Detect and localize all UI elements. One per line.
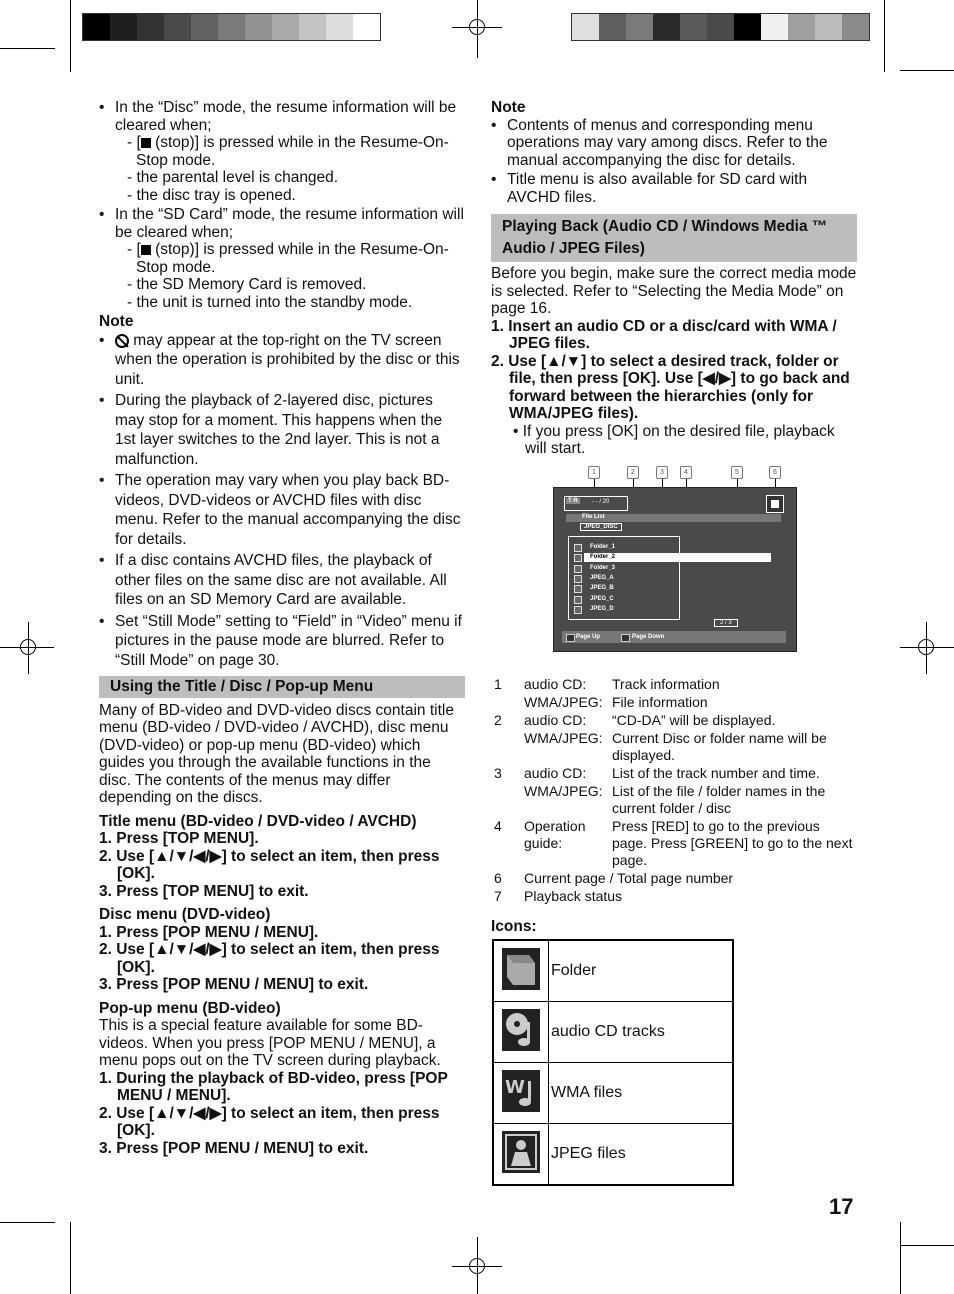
caption-cell: 7 [494, 888, 502, 904]
step: 3. Press [TOP MENU] to exit. [99, 882, 309, 900]
list-item: Folder_3 [590, 564, 616, 571]
caption-cell: WMA/JPEG: [524, 730, 603, 746]
table-row [491, 888, 855, 906]
stop-icon [141, 245, 151, 255]
caption-cell: Operation guide: [524, 818, 586, 851]
registration-circle [918, 639, 934, 655]
crop-mark [884, 0, 885, 72]
folder-icon [574, 554, 582, 562]
jpeg-file-icon [574, 596, 582, 604]
color-patch [599, 14, 626, 40]
table-row [491, 712, 855, 730]
color-patch [815, 14, 842, 40]
caption-cell: 4 [494, 818, 502, 834]
title-menu-heading: Title menu (BD-video / DVD-video / AVCHD) [99, 812, 417, 830]
page-indicator: 2 / 3 [714, 619, 738, 627]
caption-cell: Track information [612, 676, 720, 692]
color-calibration-strip-left [82, 13, 381, 41]
table-row [493, 1002, 733, 1063]
list-item: • In the “Disc” mode, the resume information will be cleared when; - [ (stop)] is pressed while in the Resume-On-Stop mode. - the parental level is changed. - the disc tray is opened. [99, 99, 465, 204]
step: 1. Insert an audio CD or a disc/card with WMA / JPEG files. [491, 317, 837, 352]
color-patch [572, 14, 599, 40]
caption-cell: 1 [494, 676, 502, 692]
jpeg-file-icon [574, 606, 582, 614]
list-item: JPEG_A [590, 574, 614, 581]
list-item: • may appear at the top-right on the TV screen when the operation is prohibited by the disc or this unit. [99, 331, 465, 390]
color-patch [734, 14, 761, 40]
audio-cd-track-icon [501, 1008, 541, 1052]
caption-cell [491, 783, 524, 818]
table-row [493, 940, 733, 1002]
caption-cell: 6 [494, 870, 502, 886]
color-patch [272, 14, 299, 40]
icon-cell [493, 1002, 549, 1063]
list-item: • If a disc contains AVCHD files, the playback of other files on the same disc are not available. All files on an SD Memory Card are available. [99, 551, 465, 610]
caption-cell: 3 [494, 765, 502, 781]
caption-cell: “CD-DA” will be displayed. [612, 712, 776, 728]
step: 2. Use [▲/▼/◀/▶] to select an item, then press [OK]. [99, 847, 440, 882]
icon-label: WMA files [549, 1063, 734, 1124]
icon-cell [493, 940, 549, 1002]
intro-paragraph: Before you begin, make sure the correct media mode is selected. Refer to “Selecting the Media Mode” on page 16. [491, 265, 857, 317]
list-item: • During the playback of 2-layered disc, pictures may stop for a moment. This happens when the 1st layer switches to the 2nd layer. This is not a malfunction. [99, 391, 465, 469]
sub-item: - [ (stop)] is pressed while in the Resume-On-Stop mode. [127, 241, 449, 276]
sub-item: - the disc tray is opened. [127, 186, 296, 204]
list-item: • The operation may vary when you play back BD-videos, DVD-videos or AVCHD files with disc menu. Refer to the manual accompanying the disc for details. [99, 471, 465, 549]
icons-heading: Icons: [491, 918, 537, 935]
caption-cell: audio CD: [524, 676, 587, 692]
resume-list [99, 99, 465, 311]
color-patch [137, 14, 164, 40]
table-row [491, 783, 855, 818]
callout-6: 6 [769, 466, 781, 479]
caption-cell: Current page / Total page number [524, 870, 734, 886]
right-column [491, 99, 857, 458]
svg-text:W: W [505, 1076, 525, 1098]
folder-icon [574, 544, 582, 552]
caption-cell [491, 730, 524, 765]
color-patch [110, 14, 137, 40]
step: 3. Press [POP MENU / MENU] to exit. [99, 1139, 369, 1157]
color-calibration-strip-right [571, 13, 870, 41]
list-item: JPEG_C [590, 595, 614, 602]
step: 1. Press [TOP MENU]. [99, 830, 259, 847]
crop-mark [900, 1245, 954, 1246]
step: 1. During the playback of BD-video, press [POP MENU / MENU]. [99, 1069, 448, 1104]
caption-cell: Press [RED] to go to the previous page. Press [GREEN] to go to the next page. [612, 818, 853, 868]
color-patch [164, 14, 191, 40]
intro-paragraph: Many of BD-video and DVD-video discs contain title menu (BD-video / DVD-video / AVCHD), disc menu (DVD-video) or pop-up menu (BD-video) which guides you through the available functions in the disc. The contents of the menus may differ depending on the discs. [99, 701, 454, 806]
caption-cell: WMA/JPEG: [524, 783, 603, 799]
note-heading: Note [491, 99, 526, 116]
table-row [491, 730, 855, 765]
list-item: • Title menu is also available for SD card with AVCHD files. [491, 171, 857, 206]
callout-3: 3 [656, 466, 668, 479]
registration-circle [20, 639, 36, 655]
step: 2. Use [▲/▼/◀/▶] to select an item, then press [OK]. [99, 941, 440, 976]
page-down-label: Page Down [632, 634, 665, 640]
color-patch [842, 14, 869, 40]
step: 1. Press [POP MENU / MENU]. [99, 923, 319, 941]
list-frame [568, 536, 680, 620]
red-button-icon [566, 634, 575, 642]
list-item: • In the “SD Card” mode, the resume information will be cleared when; - [ (stop)] is pressed while in the Resume-On-Stop mode. - the SD Memory Card is removed. - the unit is turned into the standby mode. [99, 206, 465, 311]
note-heading: Note [99, 313, 134, 330]
sub-item: - [ (stop)] is pressed while in the Resume-On-Stop mode. [127, 134, 449, 169]
crop-mark [70, 1222, 71, 1294]
step: 3. Press [POP MENU / MENU] to exit. [99, 976, 369, 993]
section-title-playback: Playing Back (Audio CD / Windows Media ™ Audio / JPEG Files) [491, 214, 857, 262]
sub-item: - the unit is turned into the standby mode. [127, 293, 413, 311]
table-row [491, 765, 855, 783]
prohibited-icon [115, 334, 129, 348]
caption-cell [491, 694, 524, 712]
caption-cell: Current Disc or folder name will be displayed. [612, 730, 827, 763]
color-patch [626, 14, 653, 40]
page-number: 17 [829, 1194, 854, 1219]
step: 2. Use [▲/▼] to select a desired track, folder or file, then press [OK]. Use [◀/▶] to go back and forward between the hierarchies (only for WMA/JPEG files). [491, 352, 850, 422]
icon-cell [493, 1124, 549, 1186]
callout-2: 2 [627, 466, 639, 479]
crop-mark [0, 1222, 55, 1223]
crop-mark [900, 70, 954, 71]
crop-mark [0, 48, 55, 49]
caption-cell: 2 [494, 712, 502, 728]
icon-cell [493, 1063, 549, 1124]
color-patch [326, 14, 353, 40]
sub-item: - the parental level is changed. [127, 169, 339, 186]
registration-circle [469, 19, 485, 35]
step: 2. Use [▲/▼/◀/▶] to select an item, then press [OK]. [99, 1104, 440, 1139]
color-patch [788, 14, 815, 40]
table-row [491, 870, 855, 888]
folder-icon [574, 565, 582, 573]
wma-file-icon [501, 1069, 541, 1113]
list-item: • Contents of menus and corresponding menu operations may vary among discs. Refer to the manual accompanying the disc for details. [491, 117, 857, 170]
jpeg-file-icon [574, 585, 582, 593]
track-info: - - / 20 [592, 499, 610, 505]
color-patch [83, 14, 110, 40]
caption-cell: List of the track number and time. [612, 765, 820, 781]
color-patch [299, 14, 326, 40]
callout-5: 5 [731, 466, 743, 479]
caption-cell: WMA/JPEG: [524, 694, 603, 710]
caption-cell: Playback status [524, 888, 623, 904]
color-patch [653, 14, 680, 40]
registration-circle [469, 1258, 485, 1274]
icon-label: audio CD tracks [549, 1002, 734, 1063]
disc-menu-heading: Disc menu (DVD-video) [99, 906, 271, 923]
green-button-icon [621, 634, 630, 642]
color-patch [191, 14, 218, 40]
section-title-menus: Using the Title / Disc / Pop-up Menu [99, 676, 465, 698]
popup-menu-heading: Pop-up menu (BD-video) [99, 999, 281, 1017]
table-row [491, 676, 855, 694]
popup-paragraph: This is a special feature available for some BD-videos. When you press [POP MENU / MENU], a menu pops out on the TV screen during playback. [99, 1017, 441, 1069]
jpeg-file-icon [574, 575, 582, 583]
tr-badge: T R [568, 498, 578, 504]
callout-4: 4 [680, 466, 692, 479]
note-list [491, 117, 857, 207]
color-patch [218, 14, 245, 40]
file-list-screen [553, 487, 797, 652]
crop-mark [70, 0, 71, 72]
list-item: Folder_1 [590, 544, 616, 550]
caption-cell: audio CD: [524, 712, 587, 728]
color-patch [680, 14, 707, 40]
caption-table [491, 676, 855, 906]
list-item: Folder_2 [590, 554, 616, 561]
file-list-title: File List [582, 514, 605, 520]
table-row [493, 1063, 733, 1124]
stop-icon [771, 500, 779, 508]
stop-icon [141, 138, 151, 148]
caption-cell: audio CD: [524, 765, 587, 781]
color-patch [353, 14, 380, 40]
table-row [491, 694, 855, 712]
color-patch [707, 14, 734, 40]
color-patch [245, 14, 272, 40]
caption-cell: List of the file / folder names in the current folder / disc [612, 783, 826, 816]
icon-label: JPEG files [549, 1124, 734, 1186]
sub-item: - the SD Memory Card is removed. [127, 276, 367, 293]
crop-mark [900, 1222, 901, 1294]
jpeg-file-icon [501, 1130, 541, 1174]
caption-cell: File information [612, 694, 708, 710]
note-list [99, 331, 465, 671]
list-item: • Set “Still Mode” setting to “Field” in “Video” menu if pictures in the pause mode are blurred. Refer to “Still Mode” on page 30. [99, 612, 465, 671]
table-row [491, 818, 855, 870]
list-item: JPEG_B [590, 585, 614, 592]
list-item: JPEG_D [590, 605, 614, 612]
current-folder: JPEG_DISC [580, 523, 622, 531]
color-patch [761, 14, 788, 40]
callout-1: 1 [588, 466, 600, 479]
icons-table [492, 939, 734, 1186]
page-up-label: Page Up [576, 634, 601, 640]
sub-bullet: • If you press [OK] on the desired file, playback will start. [513, 422, 835, 457]
folder-icon [501, 947, 541, 991]
icon-label: Folder [549, 940, 734, 1002]
table-row [493, 1124, 733, 1186]
left-column [99, 99, 465, 1157]
playback-status [766, 495, 784, 513]
